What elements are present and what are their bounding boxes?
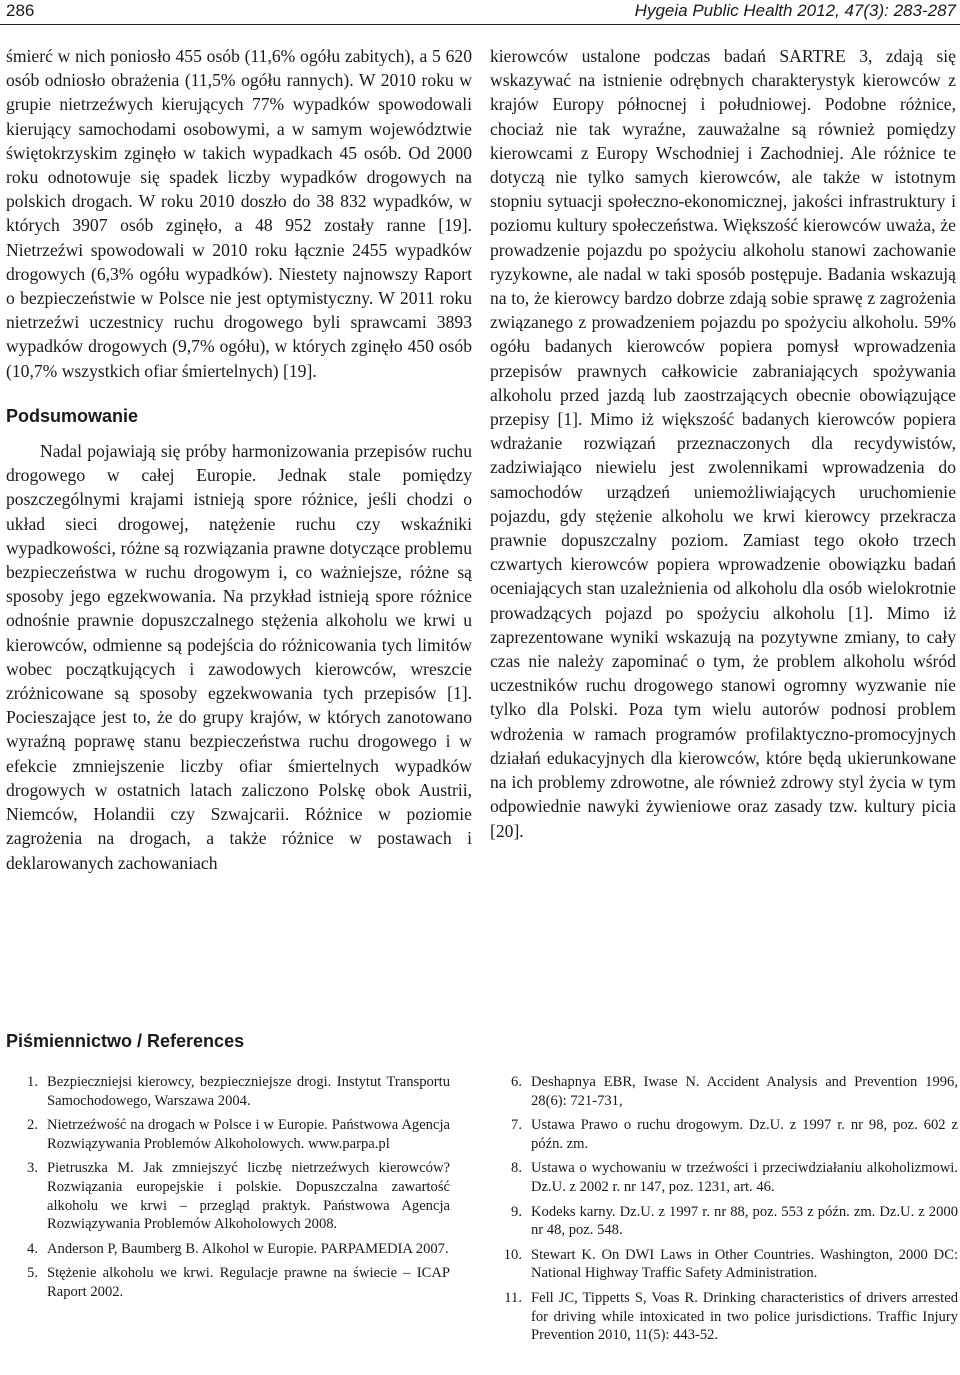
reference-number: 9. — [511, 1203, 522, 1220]
reference-number: 8. — [511, 1160, 522, 1177]
reference-text: Ustawa o wychowaniu w trzeźwości i przeciwdziałaniu alkoholizmowi. Dz.U. z 2002 r. nr 147, poz. 1231, art. 46. — [531, 1160, 958, 1195]
section-heading: Podsumowanie — [6, 405, 139, 426]
journal-citation: Hygeia Public Health 2012, 47(3): 283-287 — [634, 1, 956, 20]
reference-item — [494, 1289, 958, 1345]
reference-item — [10, 1159, 450, 1233]
reference-text: Deshapnya EBR, Iwase N. Accident Analysis and Prevention 1996, 28(6): 721-731, — [531, 1074, 958, 1109]
reference-number: 1. — [27, 1074, 38, 1090]
reference-number: 5. — [27, 1265, 38, 1282]
reference-item — [494, 1073, 958, 1110]
reference-text: Fell JC, Tippetts S, Voas R. Drinking characteristics of drivers arrested for driving while intoxicated in two police jurisdictions. Traffic Injury Prevention 2010, 11(5): 443-52. — [531, 1289, 958, 1344]
reference-text: Pietruszka M. Jak zmniejszyć liczbę nietrzeźwych kierowców? Rozwiązania europejskie i polskie. Dopuszczalna zawartość alkoholu we krwi – przegląd praktyk. Państwowa Agencja Rozwiązywania Problemów Alkoholowych 2008. — [47, 1160, 450, 1233]
reference-item — [494, 1203, 958, 1240]
reference-number: 2. — [27, 1117, 38, 1134]
page-number: 286 — [6, 1, 35, 20]
reference-item — [10, 1073, 450, 1110]
references-list-right — [494, 1073, 958, 1351]
reference-number: 3. — [27, 1160, 38, 1177]
reference-text: Kodeks karny. Dz.U. z 1997 r. nr 88, poz. 553 z późn. zm. Dz.U. z 2000 nr 48, poz. 548. — [531, 1203, 958, 1239]
reference-text: Nietrzeźwość na drogach w Polsce i w Europie. Państwowa Agencja Rozwiązywania Problemów Alkoholowych. www.parpa.pl — [47, 1117, 450, 1152]
reference-text: Anderson P, Baumberg B. Alkohol w Europie. PARPAMEDIA 2007. — [47, 1240, 449, 1257]
reference-number: 11. — [504, 1289, 522, 1306]
reference-item — [494, 1116, 958, 1153]
reference-text: Bezpieczniejsi kierowcy, bezpieczniejsze drogi. Instytut Transportu Samochodowego, Warszawa 2004. — [47, 1074, 450, 1109]
summary-paragraph: Nadal pojawiają się próby harmonizowania przepisów ruchu drogowego w całej Europie. Jednak stale pomiędzy poszczególnymi krajami istnieją spore różnice, jeśli chodzi o układ sieci drogowej, natężenie ruchu czy wskaźniki wypadkowości, różne są rozwiązania prawne dotyczące problemu bezpieczeństwa w ruchu drogowym i, co ważniejsze, różne są sposoby jego egzekwowania. Na przykład istnieją spore różnice odnośnie prawnie dopuszczalnego stężenia alkoholu we krwi u kierowców, odmienne są podejścia do różnicowania tych limitów wobec początkujących i zawodowych kierowców, wreszcie zróżnicowane są sposoby egzekwowania tych przepisów [1]. Pocieszające jest to, że do grupy krajów, w których zanotowano wyraźną poprawę stanu bezpieczeństwa ruchu drogowego i w efekcie zmniejszenie liczby ofiar śmiertelnych wypadków drogowych w ostatnich latach zaliczono Polskę obok Austrii, Niemców, Holandii czy Szwajcarii. Różnice w poziomie zagrożenia na drogach, a także różnice w postawach i deklarowanych zachowaniach — [6, 441, 472, 873]
reference-text: Ustawa Prawo o ruchu drogowym. Dz.U. z 1997 r. nr 98, poz. 602 z późn. zm. — [531, 1117, 958, 1152]
reference-item — [10, 1240, 450, 1259]
reference-item — [494, 1159, 958, 1196]
reference-text: Stewart K. On DWI Laws in Other Countries. Washington, 2000 DC: National Highway Traffic Safety Administration. — [531, 1246, 958, 1282]
reference-item — [494, 1246, 958, 1283]
left-column — [6, 44, 472, 875]
right-column — [490, 44, 956, 843]
reference-number: 6. — [511, 1074, 522, 1090]
references-list-left — [10, 1073, 450, 1308]
body-paragraph: śmierć w nich poniosło 455 osób (11,6% ogółu zabitych), a 5 620 osób odniosło obrażenia (11,5% ogółu rannych). W 2010 roku w grupie nietrzeźwych kierujących 77% wypadków spowodowali kierujący samochodami osobowymi, a w samym województwie świętokrzyskim zginęło w takich wypadkach 45 osób. Od 2000 roku odnotowuje się spadek liczby wypadków drogowych na polskich drogach. W roku 2010 doszło do 38 832 wypadków, w których 3907 osób zginęło, a 48 952 zostały ranne [19]. Nietrzeźwi spowodowali w 2010 roku łącznie 2455 wypadków drogowych (6,3% ogółu wypadków). Niestety najnowszy Raport o bezpieczeństwie w Polsce nie jest optymistyczny. W 2011 roku nietrzeźwi uczestnicy ruchu drogowego byli sprawcami 3893 wypadków drogowych (9,7% ogółu), w których zginęło 450 osób (10,7% wszystkich ofiar śmiertelnych) [19]. — [6, 46, 472, 381]
reference-item — [10, 1264, 450, 1301]
references-heading: Piśmiennictwo / References — [6, 1031, 245, 1051]
body-paragraph: kierowców ustalone podczas badań SARTRE 3, zdają się wskazywać na istnienie odrębnych charakterystyk kierowców z krajów Europy północnej i południowej. Podobne różnice, chociaż nie tak wyraźne, zauważalne są również pomiędzy kierowcami z Europy Wschodniej i Zachodniej. Ale różnice te dotyczą nie tylko samych kierowców, ale także w istotnym stopniu sytuacji społeczno-ekonomicznej, jakości infrastruktury i poziomu kultury społeczeństwa. Większość kierowców uważa, że prowadzenie pojazdu po spożyciu alkoholu stanowi zachowanie ryzykowne, ale nadal w taki sposób postępuje. Badania wskazują na to, że kierowcy bardzo dobrze zdają sobie sprawę z zagrożenia związanego z prowadzeniem pojazdu po spożyciu alkoholu. 59% ogółu badanych kierowców popiera pomysł wprowadzenia przepisów prawnych całkowicie zabraniających spożywania alkoholu przed jazdą lub zaostrzających obecnie obowiązujące przepisy [1]. Mimo iż większość badanych kierowców popiera wdrażanie rozwiązań przeznaczonych dla recydywistów, zadziwiająco niewielu jest zwolennikami wprowadzenia do samochodów urządzeń uniemożliwiających uruchomienie pojazdu, gdy stężenie alkoholu we krwi kierowcy przekracza prawnie dopuszczalny poziom. Zamiast tego około trzech czwartych kierowców popiera wprowadzenie obowiązku badań oceniających stan uzależnienia od alkoholu dla osób wielokrotnie prowadzących pojazd po spożyciu alkoholu [1]. Mimo iż zaprezentowane wyniki wskazują na pozytywne zmiany, to cały czas nie należy zapominać o tym, że problem alkoholu wśród uczestników ruchu drogowego stanowi ogromny wyzwanie nie tylko dla Polski. Poza tym wielu autorów podnosi problem wdrożenia w ramach programów profilaktyczno-promocyjnych działań edukacyjnych dla kierowców, które będą ukierunkowane na ich problemy zdrowotne, ale również zdrowy styl życia w tym odpowiednie nawyki żywieniowe oraz zasady tzw. kultury picia [20]. — [490, 46, 956, 841]
reference-text: Stężenie alkoholu we krwi. Regulacje prawne na świecie – ICAP Raport 2002. — [47, 1265, 450, 1300]
reference-number: 7. — [511, 1117, 522, 1134]
reference-item — [10, 1116, 450, 1153]
reference-number: 4. — [27, 1240, 38, 1257]
page-header — [0, 0, 960, 25]
reference-number: 10. — [503, 1246, 522, 1263]
